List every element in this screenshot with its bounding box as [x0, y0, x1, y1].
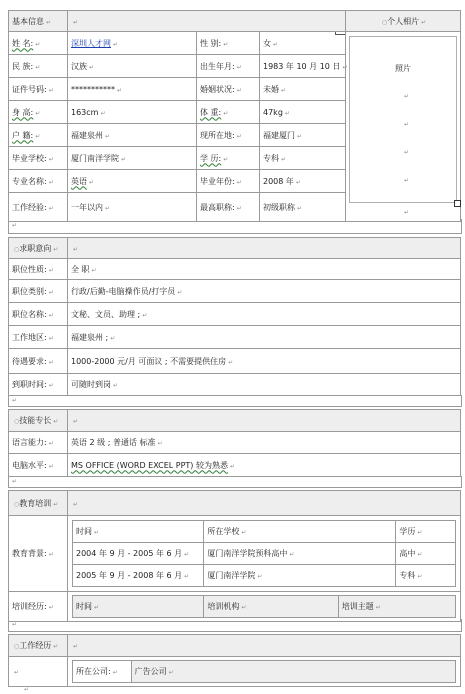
label-height: 身 高: ↵ [9, 101, 68, 124]
value-gender: 女 ↵ [260, 32, 346, 55]
label-gender: 性 别: ↵ [197, 32, 260, 55]
value-computer: MS OFFICE (WORD EXCEL PPT) 较为熟悉 ↵ [68, 454, 461, 477]
label-grad-year: 毕业年份: ↵ [197, 170, 260, 193]
photo-label: 照片 [395, 64, 412, 73]
basic-section-title: 基本信息 ↵ [9, 11, 68, 32]
label-company: 所在公司: ↵ [73, 661, 132, 683]
section-spacer: ↵ [8, 395, 462, 407]
value-id: *********** ↵ [68, 78, 197, 101]
work-section-title: ○工作经历 ↵ [9, 635, 68, 657]
train-header-time: 时间 ↵ [73, 596, 204, 618]
edu-header-time: 时间 ↵ [73, 521, 204, 543]
value-weight: 47kg ↵ [260, 101, 346, 124]
basic-info-table: 基本信息 ↵ ↵ ○个人相片 ↵ 姓 名: ↵ 深圳人才网 ↵ 性 别: ↵ 女 ↵ 照片 ↵ ↵ ↵ ↵ ↵ 民 族: ↵ 汉族 ↵ 出生年月: ↵ 1983 年 10 月 10 日 ↵ 证件号码: ↵ *********** ↵ 婚姻状况: ↵ 未婚 ↵ 身 高: ↵ 163cm ↵ 体 重: ↵ 47kg ↵ 户 籍: ↵ 福建泉州 ↵ 现所在地: ↵ 福建厦门 ↵ 毕业学校: ↵ 厦门南洋学院 ↵ 学 历: ↵ 专科 ↵ 专业名称: ↵ 英语 ↵ 毕业年份: ↵ 2008 年 ↵ 工作经验: ↵ 一年以内 ↵ 最高职称: ↵ 初级职称 ↵ [8, 10, 461, 222]
label-experience: 工作经验: ↵ [9, 193, 68, 222]
paragraph-mark: ↵ [24, 686, 30, 693]
value-school: 厦门南洋学院 ↵ [68, 147, 197, 170]
work-table: ○工作经历 ↵ ↵ ↵ 所在公司: ↵ 广告公司 ↵ [8, 634, 461, 687]
label-salary: 待遇要求: ↵ [9, 349, 68, 374]
education-table: ○教育培训 ↵ ↵ 教育背景: ↵ 时间 ↵ 所在学校 ↵ 学历 ↵ 2004 年 9 月 - 2005 年 6 月 ↵ 厦门南洋学院预科高中 ↵ 高中 ↵ 2005 年 9 月 - 2008 年 6 月 ↵ 厦门南洋学院 ↵ 专科 ↵ 培训经历: ↵ 时间 ↵ 培训机构 ↵ 培训主题 ↵ [8, 490, 461, 622]
label-training: 培训经历: ↵ [9, 592, 68, 622]
photo-cell: 照片 ↵ ↵ ↵ ↵ ↵ [346, 32, 461, 222]
photo-header: ○个人相片 ↵ [346, 11, 461, 32]
edu-header-school: 所在学校 ↵ [204, 521, 396, 543]
label-location: 现所在地: ↵ [197, 124, 260, 147]
label-weight: 体 重: ↵ [197, 101, 260, 124]
table-resize-handle[interactable] [454, 200, 461, 207]
work-list [72, 660, 456, 683]
label-name: 姓 名: ↵ [9, 32, 68, 55]
job-intention-table: ○求职意向 ↵ ↵ 职位性质: ↵ 全 职 ↵ 职位类别: ↵ 行政/后勤-电脑操作员/打字员 ↵ 职位名称: ↵ 文秘、文员、助理 ; ↵ 工作地区: ↵ 福建泉州 ; ↵ 待遇要求: ↵ 1000-2000 元/月 可面议 ; 不需要提供住房 ↵ 到职时间: ↵ 可随时到岗 ↵ [8, 237, 461, 396]
value-birth: 1983 年 10 月 10 日 ↵ [260, 55, 346, 78]
label-language: 语言能力: ↵ [9, 432, 68, 454]
value-grad-year: 2008 年 ↵ [260, 170, 346, 193]
job-section-title: ○求职意向 ↵ [9, 238, 68, 259]
edu-header-degree: 学历 ↵ [396, 521, 456, 543]
section-spacer: ↵ [8, 476, 462, 488]
value-title: 初级职称 ↵ [260, 193, 346, 222]
section-spacer: ↵ [8, 219, 462, 234]
label-ethnicity: 民 族: ↵ [9, 55, 68, 78]
value-marital: 未婚 ↵ [260, 78, 346, 101]
label-title: 最高职称: ↵ [197, 193, 260, 222]
train-header-topic: 培训主题 ↵ [338, 596, 455, 618]
skills-section-title: ○技能专长 ↵ [9, 410, 68, 432]
value-name[interactable]: 深圳人才网 ↵ [68, 32, 197, 55]
value-hukou: 福建泉州 ↵ [68, 124, 197, 147]
label-marital: 婚姻状况: ↵ [197, 78, 260, 101]
education-section-title: ○教育培训 ↵ [9, 491, 68, 516]
training-list [72, 595, 456, 618]
table-row: 2004 年 9 月 - 2005 年 6 月 ↵ 厦门南洋学院预科高中 ↵ 高中 ↵ [73, 543, 456, 565]
value-height: 163cm ↵ [68, 101, 197, 124]
label-hukou: 户 籍: ↵ [9, 124, 68, 147]
value-company: 广告公司 ↵ [131, 661, 455, 683]
label-school: 毕业学校: ↵ [9, 147, 68, 170]
label-major: 专业名称: ↵ [9, 170, 68, 193]
label-id: 证件号码: ↵ [9, 78, 68, 101]
value-job-category: 行政/后勤-电脑操作员/打字员 ↵ [68, 280, 461, 303]
label-work-area: 工作地区: ↵ [9, 326, 68, 349]
label-start-time: 到职时间: ↵ [9, 374, 68, 396]
label-job-type: 职位性质: ↵ [9, 259, 68, 280]
value-experience: 一年以内 ↵ [68, 193, 197, 222]
section-spacer: ↵ [8, 619, 462, 632]
education-list [72, 520, 456, 587]
value-work-area: 福建泉州 ; ↵ [68, 326, 461, 349]
label-computer: 电脑水平: ↵ [9, 454, 68, 477]
value-location: 福建厦门 ↵ [260, 124, 346, 147]
value-major: 英语 ↵ [68, 170, 197, 193]
label-degree: 学 历: ↵ [197, 147, 260, 170]
label-job-name: 职位名称: ↵ [9, 303, 68, 326]
value-start-time: 可随时到岗 ↵ [68, 374, 461, 396]
table-row: 2005 年 9 月 - 2008 年 6 月 ↵ 厦门南洋学院 ↵ 专科 ↵ [73, 565, 456, 587]
value-language: 英语 2 级 ; 普通话 标准 ↵ [68, 432, 461, 454]
value-salary: 1000-2000 元/月 可面议 ; 不需要提供住房 ↵ [68, 349, 461, 374]
label-education-bg: 教育背景: ↵ [9, 516, 68, 592]
label-job-category: 职位类别: ↵ [9, 280, 68, 303]
value-job-name: 文秘、文员、助理 ; ↵ [68, 303, 461, 326]
value-job-type: 全 职 ↵ [68, 259, 461, 280]
value-degree: 专科 ↵ [260, 147, 346, 170]
train-header-org: 培训机构 ↵ [204, 596, 338, 618]
skills-table: ○技能专长 ↵ ↵ 语言能力: ↵ 英语 2 级 ; 普通话 标准 ↵ 电脑水平: ↵ MS OFFICE (WORD EXCEL PPT) 较为熟悉 ↵ [8, 409, 461, 477]
value-ethnicity: 汉族 ↵ [68, 55, 197, 78]
label-birth: 出生年月: ↵ [197, 55, 260, 78]
